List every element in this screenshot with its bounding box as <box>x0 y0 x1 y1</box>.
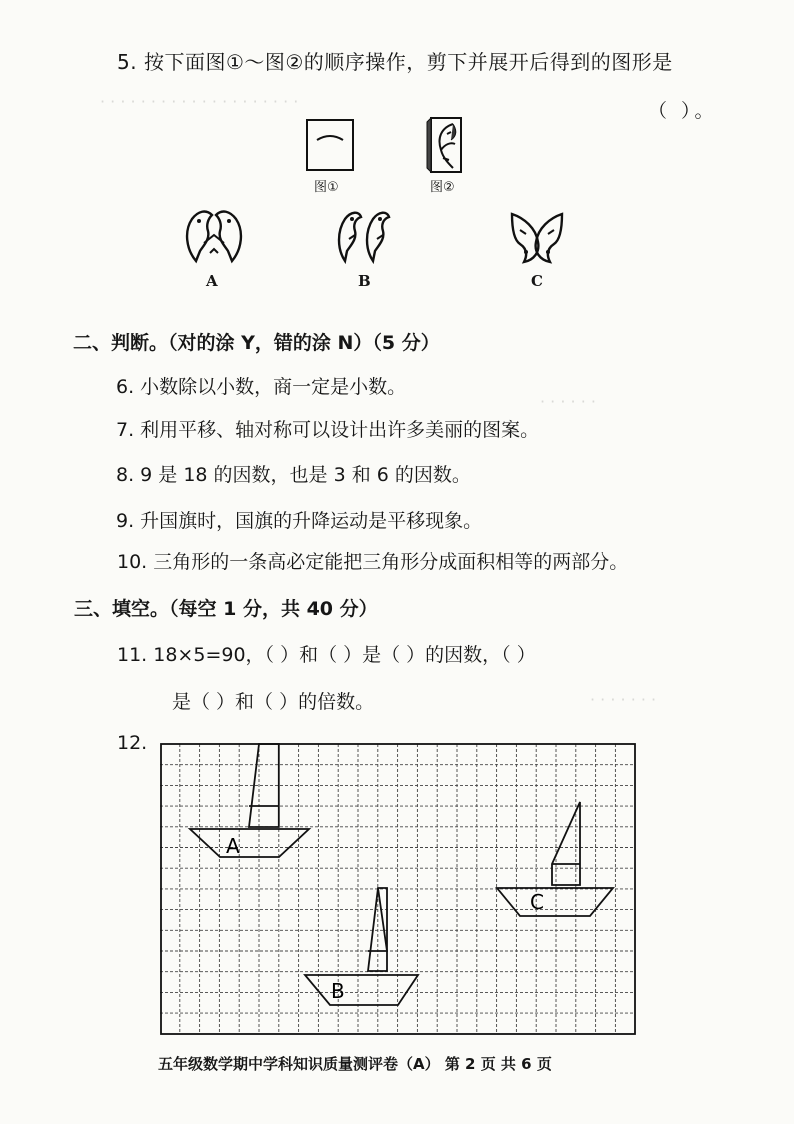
question-11-line-1: 11. 18×5=90，（ ）和（ ）是（ ）的因数，（ ） <box>117 644 536 666</box>
question-10-text: 10. 三角形的一条高必定能把三角形分成面积相等的两部分。 <box>117 551 629 573</box>
question-5-answer-blank: （ ）。 <box>648 100 718 122</box>
option-c-dolphins-crossed-icon <box>506 208 568 266</box>
figure-2-dolphin-paper <box>423 114 465 174</box>
grid-lines <box>160 744 635 1034</box>
figure-1-folded-paper <box>305 118 355 174</box>
question-6-text: 6. 小数除以小数，商一定是小数。 <box>116 376 407 398</box>
boat-a-shape <box>190 744 309 857</box>
option-c-label: C <box>531 272 543 290</box>
boat-a-label: A <box>226 834 240 858</box>
bleed-through-text: · · · · · · · <box>590 690 657 709</box>
question-12-grid-figure <box>160 740 640 1040</box>
question-12-label: 12. <box>117 732 148 754</box>
bleed-through-text: · · · · · · <box>540 392 596 411</box>
option-a-label: A <box>206 272 218 290</box>
question-5-text: 5. 按下面图①～图②的顺序操作，剪下并展开后得到的图形是 <box>117 50 673 74</box>
section-3-title: 三、填空。（每空 1 分，共 40 分） <box>74 598 378 620</box>
question-8-text: 8. 9 是 18 的因数，也是 3 和 6 的因数。 <box>116 464 471 486</box>
figure-2-caption: 图② <box>430 180 455 195</box>
question-9-text: 9. 升国旗时，国旗的升降运动是平移现象。 <box>116 510 483 532</box>
section-2-title: 二、判断。（对的涂 Y，错的涂 N）（5 分） <box>73 332 440 354</box>
page-footer: 五年级数学期中学科知识质量测评卷（A） 第 2 页 共 6 页 <box>158 1055 552 1073</box>
bleed-through-text: · · · · · · · · · · · · · · · · · · · · <box>100 92 299 111</box>
figure-1-caption: 图① <box>314 180 339 195</box>
boat-b-shape <box>305 888 418 1005</box>
option-b-label: B <box>358 272 371 290</box>
boat-c-label: C <box>530 890 544 914</box>
boat-b-label: B <box>331 979 345 1003</box>
question-7-text: 7. 利用平移、轴对称可以设计出许多美丽的图案。 <box>116 419 540 441</box>
option-b-dolphins-parallel-icon <box>333 205 397 265</box>
question-11-line-2: 是（ ）和（ ）的倍数。 <box>172 691 375 713</box>
option-a-dolphins-facing-icon <box>182 205 246 265</box>
